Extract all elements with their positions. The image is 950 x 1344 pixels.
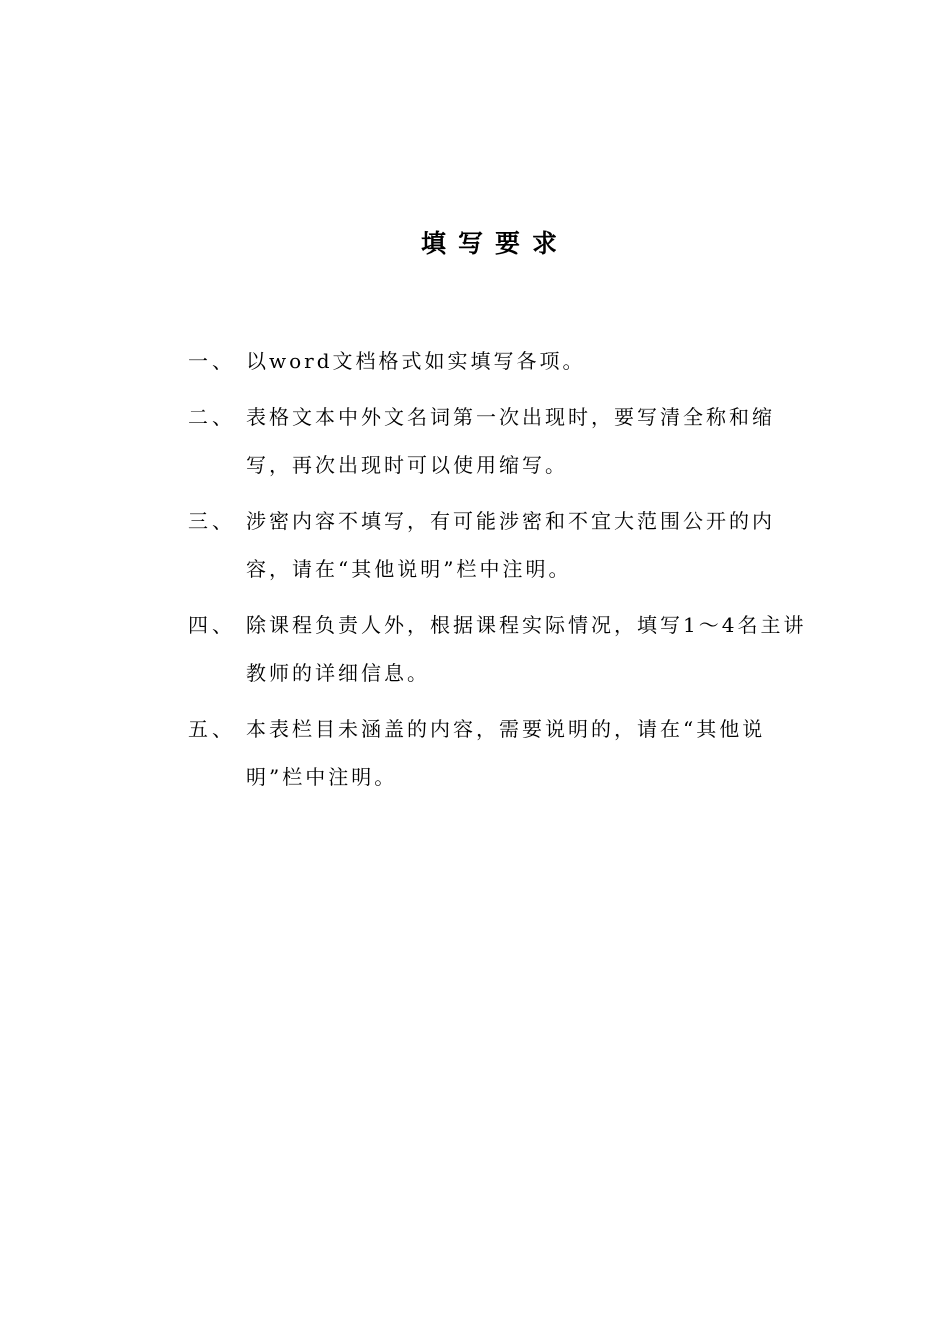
page-title: 填写要求	[420, 229, 569, 258]
item-text: 涉密内容不填写，有可能涉密和不宜大范围公开的内容，请在“其他说明”栏中注明。	[246, 509, 775, 581]
requirements-list	[188, 337, 808, 809]
item-number: 三、	[188, 509, 236, 533]
requirement-item-2	[188, 393, 808, 489]
item-number: 五、	[188, 717, 236, 741]
requirement-item-4	[188, 601, 808, 697]
requirement-item-3	[188, 497, 808, 593]
requirement-item-1	[188, 337, 808, 385]
item-text: 除课程负责人外，根据课程实际情况，填写1～4名主讲教师的详细信息。	[246, 613, 807, 685]
item-text: 本表栏目未涵盖的内容，需要说明的，请在“其他说明”栏中注明。	[246, 717, 766, 789]
item-number: 四、	[188, 613, 236, 637]
item-text: 表格文本中外文名词第一次出现时，要写清全称和缩写，再次出现时可以使用缩写。	[246, 405, 775, 477]
item-number: 一、	[188, 349, 236, 373]
item-number: 二、	[188, 405, 236, 429]
requirement-item-5	[188, 705, 808, 801]
item-text: 以word文档格式如实填写各项。	[246, 349, 586, 373]
